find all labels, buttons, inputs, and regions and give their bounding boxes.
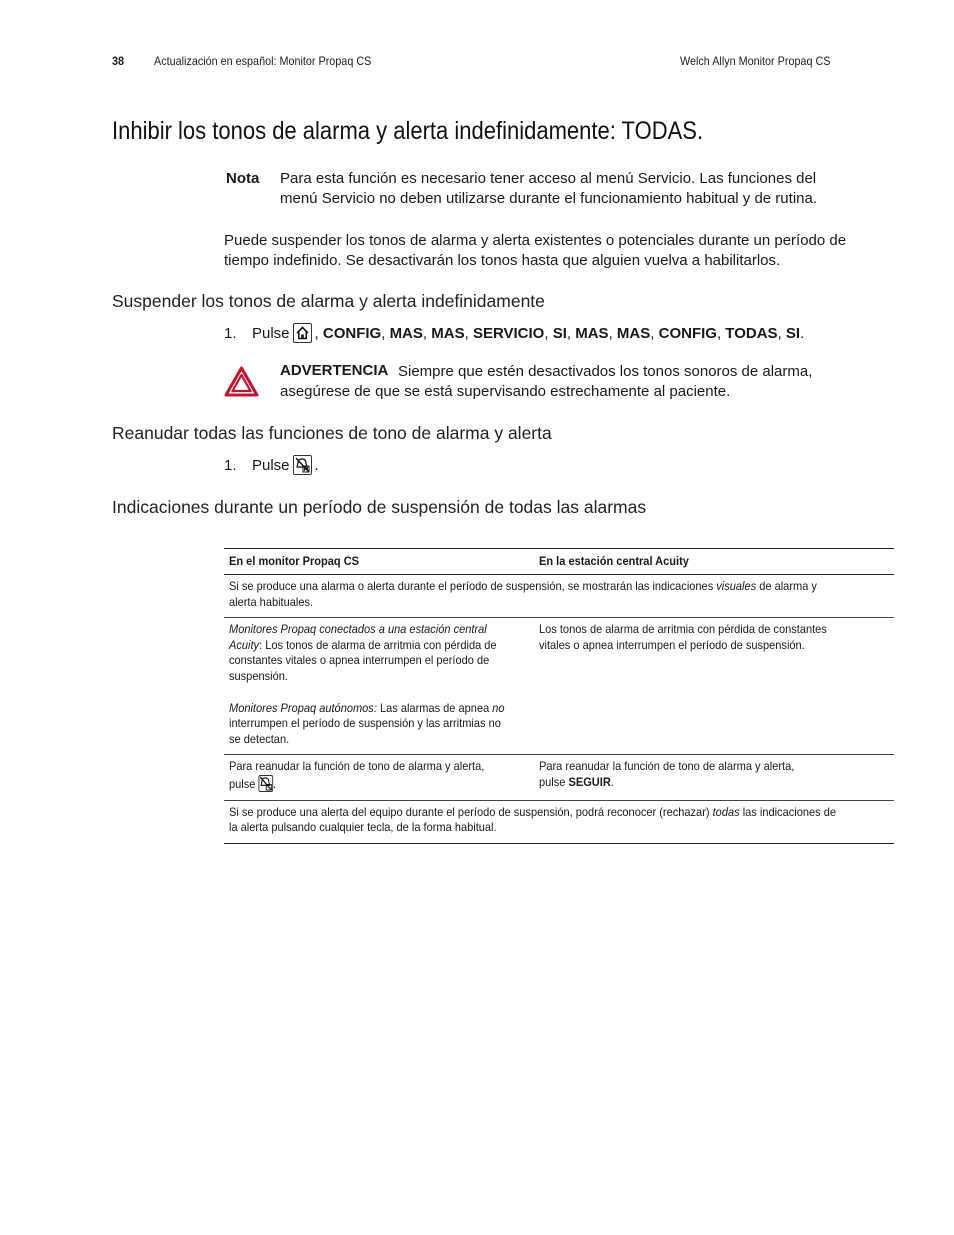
connected-monitors-text: Monitores Propaq conectados a una estación central Acuity: Los tonos de alarma de arritmia con pérdida de constantes vitales o apnea interrumpen el período de suspensión.: [229, 622, 497, 683]
key-todas: TODAS: [725, 324, 778, 342]
section-heading-resume: Reanudar todas las funciones de tono de alarma y alerta: [112, 423, 552, 443]
section-heading-indications: Indicaciones durante un período de suspensión de todas las alarmas: [112, 497, 647, 517]
alarm-silence-key-icon: [293, 455, 312, 475]
key-sequence: , CONFIG, MAS, MAS, SERVICIO, SI, MAS, MAS, CONFIG, TODAS, SI.: [314, 324, 805, 342]
note-text: Para esta función es necesario tener acceso al menú Servicio. Las funciones del menú Servicio no deben utilizarse durante el funcionamiento habitual y de rutina.: [280, 170, 817, 207]
page-number: 38: [112, 54, 125, 68]
indications-table: [224, 548, 894, 844]
table-row: [224, 618, 894, 755]
table-row: [224, 575, 894, 618]
table-header-cell: En la estación central Acuity: [534, 549, 894, 575]
key-config: CONFIG: [322, 324, 382, 342]
table-header-cell: En el monitor Propaq CS: [224, 549, 534, 575]
step-prefix: Pulse: [252, 456, 290, 474]
step-number: 1.: [224, 324, 237, 342]
table-cell: Para reanudar la función de tono de alarma y alerta, pulse SEGUIR.: [534, 755, 894, 800]
home-key-icon: [293, 323, 312, 343]
key-mas: MAS: [431, 324, 465, 342]
step-number: 1.: [224, 456, 237, 474]
table-cell: Si se produce una alarma o alerta durante el período de suspensión, se mostrarán las indicaciones visuales de alarma y alerta habituales.: [224, 575, 894, 618]
table-row: [224, 755, 894, 800]
table-cell: Si se produce una alerta del equipo durante el período de suspensión, podrá reconocer (rechazar) todas las indicaciones de la alerta pulsando cualquier tecla, de la forma habitual.: [224, 800, 894, 843]
warning-text: Siempre que estén desactivados los tonos sonoros de alarma, asegúrese de que se está supervisando estrechamente al paciente.: [280, 363, 813, 400]
key-config: CONFIG: [658, 324, 717, 342]
table-header-row: [224, 549, 894, 575]
key-servicio: SERVICIO: [472, 324, 545, 342]
key-mas: MAS: [575, 324, 609, 342]
step-resume: 1. Pulse .: [224, 456, 319, 474]
key-si: SI: [552, 324, 567, 342]
warning-triangle-icon: [224, 366, 259, 402]
table-cell: Los tonos de alarma de arritmia con pérdida de constantes vitales o apnea interrumpen el período de suspensión.: [534, 618, 894, 755]
key-mas: MAS: [616, 324, 651, 342]
warning-label: ADVERTENCIA: [280, 362, 389, 379]
table-cell: Para reanudar la función de tono de alarma y alerta, pulse .: [224, 755, 534, 800]
intro-paragraph: Puede suspender los tonos de alarma y alerta existentes o potenciales durante un período de tiempo indefinido. Se desactivarán los tonos hasta que alguien vuelva a habilitarlos.: [224, 232, 847, 269]
step-prefix: Pulse: [252, 324, 290, 342]
section-heading-suspend: Suspender los tonos de alarma y alerta indefinidamente: [112, 291, 545, 311]
step-suspend: [224, 323, 804, 343]
note-label: Nota: [226, 170, 260, 187]
alarm-silence-key-icon: [258, 775, 273, 792]
standalone-monitors-text: Monitores Propaq autónomos: Las alarmas de apnea no interrumpen el período de suspensión y las arritmias no se detectan.: [229, 700, 505, 746]
key-si: SI: [785, 324, 801, 342]
page-title: Inhibir los tonos de alarma y alerta indefinidamente: TODAS.: [112, 117, 704, 145]
key-mas: MAS: [389, 324, 423, 342]
header-left-text: Actualización en español: Monitor Propaq CS: [154, 54, 372, 68]
header-right-text: Welch Allyn Monitor Propaq CS: [680, 54, 831, 68]
table-cell: [224, 618, 534, 755]
key-seguir: SEGUIR: [568, 774, 611, 789]
table-row: [224, 800, 894, 843]
